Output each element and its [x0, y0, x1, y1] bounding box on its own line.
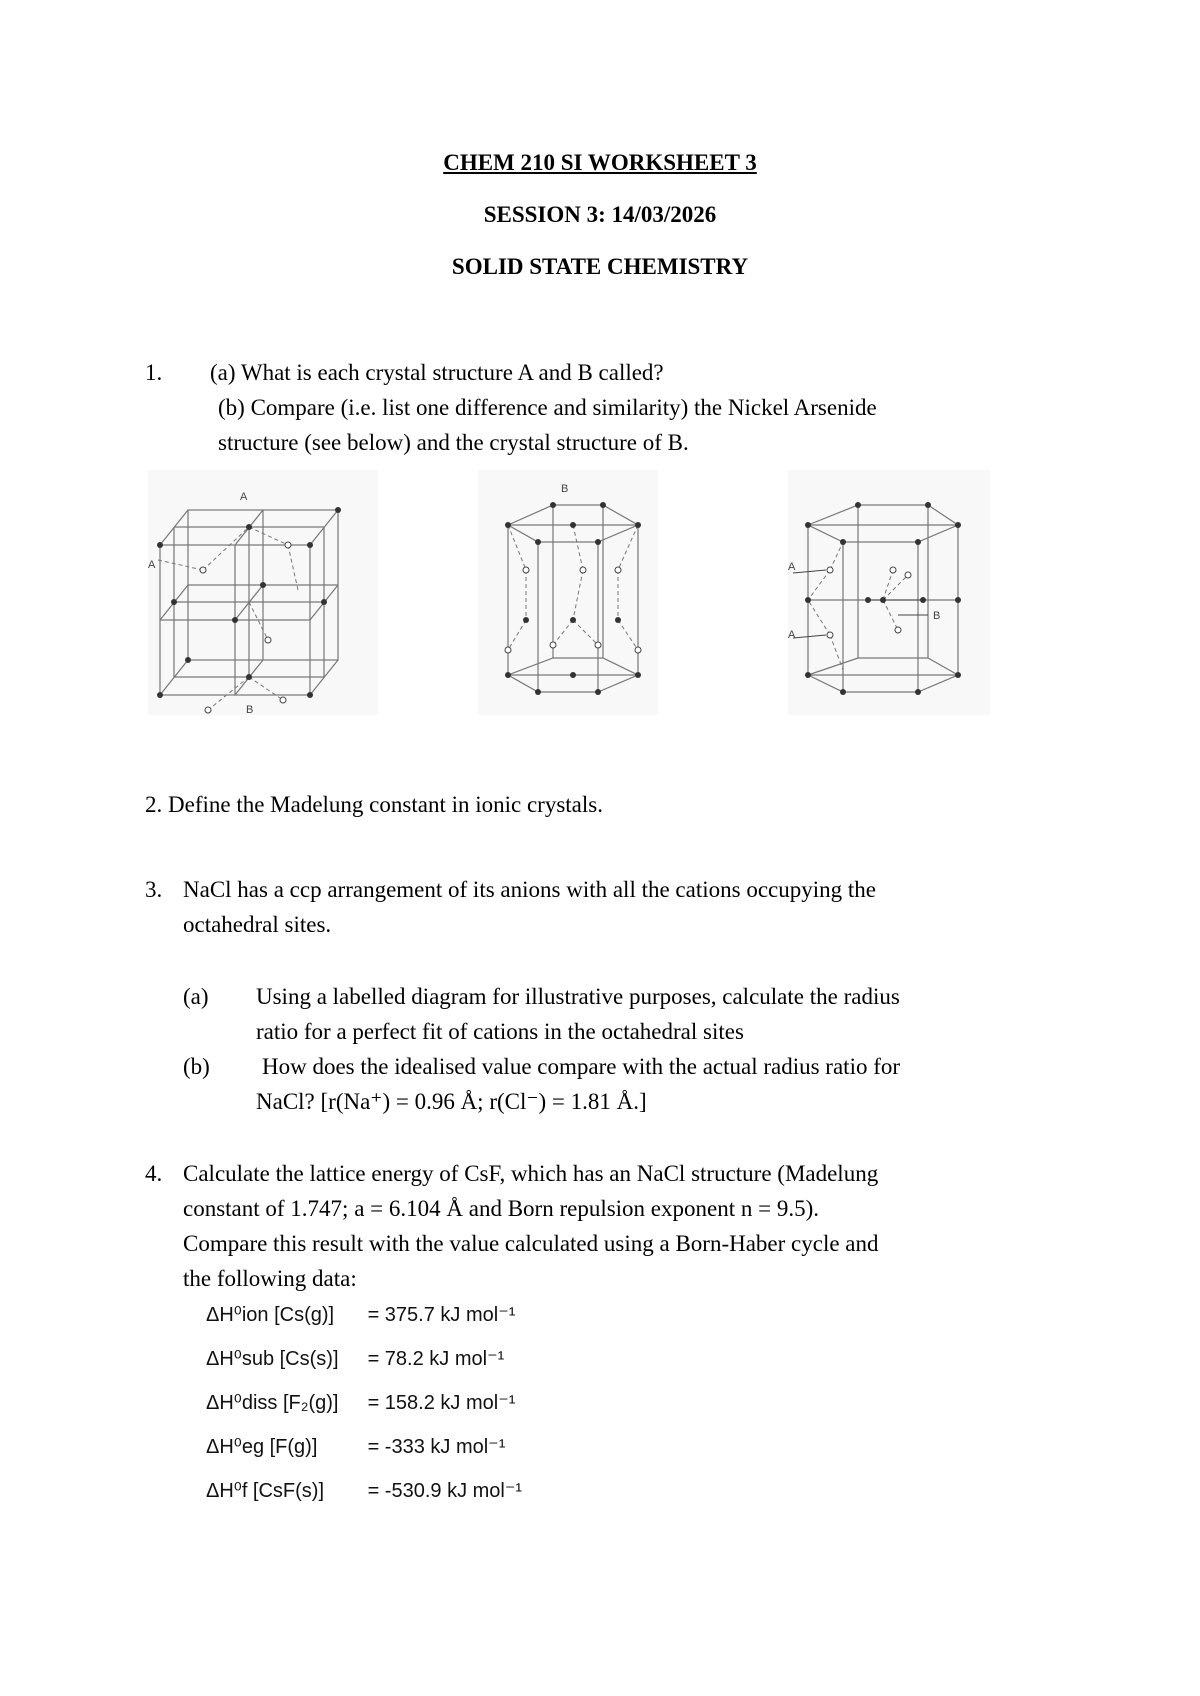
fig2-label-top: B — [561, 483, 569, 495]
thermo-data-row — [206, 1476, 522, 1506]
q3-line1: NaCl has a ccp arrangement of its anions with all the cations occupying the — [183, 877, 876, 902]
fig3-label-a1: A — [788, 561, 796, 573]
thermo-quantity: ΔH⁰ion [Cs(g)] — [206, 1304, 335, 1326]
q1-part-a: (a) What is each crystal structure A and B called? — [210, 360, 664, 385]
subject-heading: SOLID STATE CHEMISTRY — [451, 254, 749, 279]
thermo-value: = -530.9 kJ mol⁻¹ — [367, 1480, 523, 1502]
q3-number: 3. — [145, 877, 163, 902]
structure-b-diagram — [478, 470, 658, 715]
q4-line1: Calculate the lattice energy of CsF, which has an NaCl structure (Madelung — [183, 1161, 879, 1186]
thermo-data-row — [206, 1388, 515, 1418]
structure-a-diagram — [148, 470, 378, 715]
thermo-quantity: ΔH⁰f [CsF(s)] — [206, 1480, 325, 1502]
q3-a-label: (a) — [183, 984, 209, 1009]
thermo-value: = 158.2 kJ mol⁻¹ — [367, 1392, 516, 1414]
thermo-quantity: ΔH⁰sub [Cs(s)] — [206, 1348, 339, 1370]
thermo-value: = -333 kJ mol⁻¹ — [367, 1436, 506, 1458]
fig1-label-top: A — [240, 491, 248, 503]
q3-b-line2: NaCl? [r(Na⁺) = 0.96 Å; r(Cl⁻) = 1.81 Å.] — [256, 1089, 647, 1114]
thermo-data-row — [206, 1300, 515, 1330]
q1-part-b-line1: (b) Compare (i.e. list one difference and similarity) the Nickel Arsenide — [218, 395, 877, 420]
q4-line2: constant of 1.747; a = 6.104 Å and Born repulsion exponent n = 9.5). — [183, 1196, 819, 1221]
q3-b-label: (b) — [183, 1054, 210, 1079]
fig1-label-side: A — [148, 559, 156, 571]
figure-structure-b — [478, 470, 658, 715]
thermo-value: = 375.7 kJ mol⁻¹ — [367, 1304, 516, 1326]
q3-b-line1: How does the idealised value compare with the actual radius ratio for — [262, 1054, 901, 1079]
q3-line2: octahedral sites. — [183, 912, 332, 937]
fig3-label-a2: A — [788, 629, 796, 641]
thermo-quantity: ΔH⁰diss [F₂(g)] — [206, 1392, 339, 1414]
q4-line3: Compare this result with the value calculated using a Born-Haber cycle and — [183, 1231, 879, 1256]
crystal-structure-figures — [148, 470, 990, 715]
fig3-label-b: B — [933, 610, 941, 622]
q2-text: 2. Define the Madelung constant in ionic crystals. — [145, 792, 603, 817]
thermo-value: = 78.2 kJ mol⁻¹ — [367, 1348, 505, 1370]
figure-nickel-arsenide — [788, 470, 990, 715]
q3-a-line2: ratio for a perfect fit of cations in the octahedral sites — [256, 1019, 744, 1044]
q1-number: 1. — [145, 360, 163, 385]
worksheet-title: CHEM 210 SI WORKSHEET 3 — [443, 150, 757, 175]
nickel-arsenide-diagram — [788, 470, 990, 715]
q4-line4: the following data: — [183, 1266, 357, 1291]
q4-number: 4. — [145, 1161, 163, 1186]
session-line: SESSION 3: 14/03/2026 — [483, 202, 717, 227]
thermo-quantity: ΔH⁰eg [F(g)] — [206, 1436, 318, 1458]
q1-part-b-line2: structure (see below) and the crystal structure of B. — [218, 430, 689, 455]
fig1-label-bottom: B — [246, 704, 254, 715]
figure-structure-a — [148, 470, 378, 715]
thermo-data-row — [206, 1344, 504, 1374]
q3-a-line1: Using a labelled diagram for illustrative purposes, calculate the radius — [256, 984, 900, 1009]
thermo-data-row — [206, 1432, 505, 1462]
